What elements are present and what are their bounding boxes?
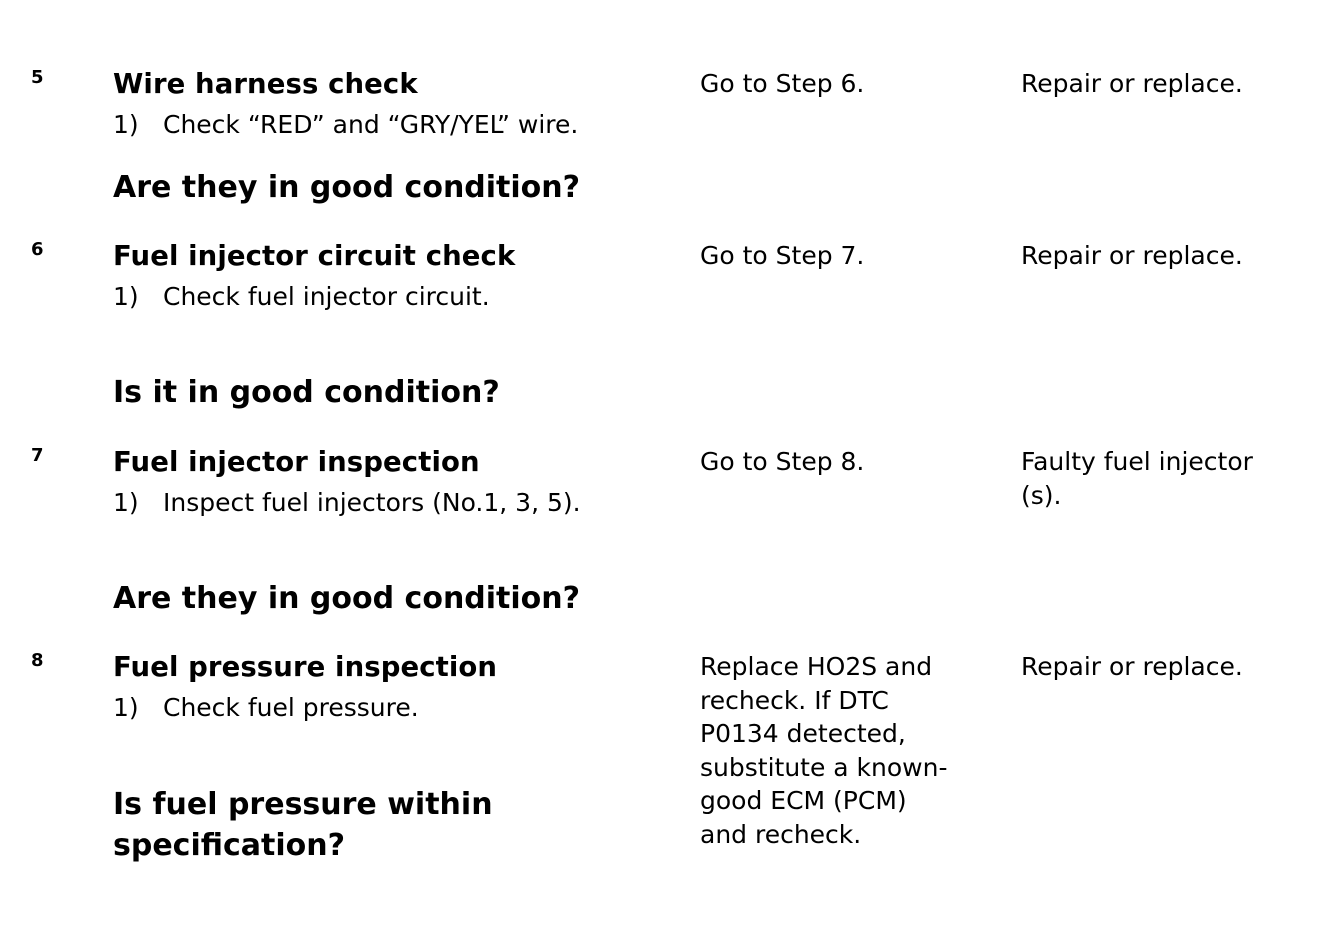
yes-text-line: P0134 detected, — [700, 719, 906, 749]
action-column — [113, 650, 683, 863]
action-column — [113, 445, 683, 616]
step-number: 7 — [31, 445, 44, 466]
substep — [113, 281, 683, 313]
yes-text-line: Go to Step 7. — [700, 241, 865, 270]
no-text-line: Repair or replace. — [1021, 241, 1243, 270]
action-column — [113, 239, 683, 410]
step-question: Are they in good condition? — [113, 581, 581, 616]
substep-number: 1) — [113, 110, 139, 139]
step-title: Wire harness check — [113, 68, 418, 100]
yes-column — [700, 445, 1000, 479]
no-column — [1021, 445, 1321, 512]
step-title: Fuel injector circuit check — [113, 240, 516, 272]
step-number: 6 — [31, 239, 44, 260]
substep-number: 1) — [113, 693, 139, 722]
yes-text-line: substitute a known- — [700, 752, 948, 782]
no-text-line: Repair or replace. — [1021, 69, 1243, 98]
substep — [113, 692, 683, 724]
yes-column — [700, 650, 1000, 852]
yes-text-line: good ECM (PCM) — [700, 786, 907, 816]
substep-text: Inspect fuel injectors (No.1, 3, 5). — [163, 488, 581, 517]
question-line: Is fuel pressure within — [113, 787, 493, 822]
yes-column — [700, 67, 1000, 101]
yes-text-line: Go to Step 6. — [700, 69, 865, 98]
substep — [113, 487, 683, 519]
step-number: 5 — [31, 67, 44, 88]
substep-text: Check fuel pressure. — [163, 693, 419, 722]
no-column — [1021, 239, 1321, 273]
step-title: Fuel injector inspection — [113, 446, 480, 478]
no-text-line: (s). — [1021, 480, 1062, 510]
substep-text: Check “RED” and “GRY/YEL” wire. — [163, 110, 579, 139]
step-question: Is it in good condition? — [113, 375, 500, 410]
yes-text-line: and recheck. — [700, 819, 862, 849]
action-column — [113, 67, 683, 205]
yes-column — [700, 239, 1000, 273]
substep-text: Check fuel injector circuit. — [163, 282, 490, 311]
substep — [113, 109, 683, 141]
no-column — [1021, 67, 1321, 101]
step-question — [113, 784, 493, 866]
yes-text-line: Replace HO2S and — [700, 652, 933, 681]
yes-text-line: Go to Step 8. — [700, 447, 865, 476]
step-title: Fuel pressure inspection — [113, 651, 498, 683]
yes-text-line: recheck. If DTC — [700, 685, 889, 715]
step-number: 8 — [31, 650, 44, 671]
step-question: Are they in good condition? — [113, 170, 581, 205]
question-line: specification? — [113, 828, 346, 863]
no-column — [1021, 650, 1321, 684]
substep-number: 1) — [113, 488, 139, 517]
substep-number: 1) — [113, 282, 139, 311]
no-text-line: Repair or replace. — [1021, 652, 1243, 681]
no-text-line: Faulty fuel injector — [1021, 447, 1253, 476]
